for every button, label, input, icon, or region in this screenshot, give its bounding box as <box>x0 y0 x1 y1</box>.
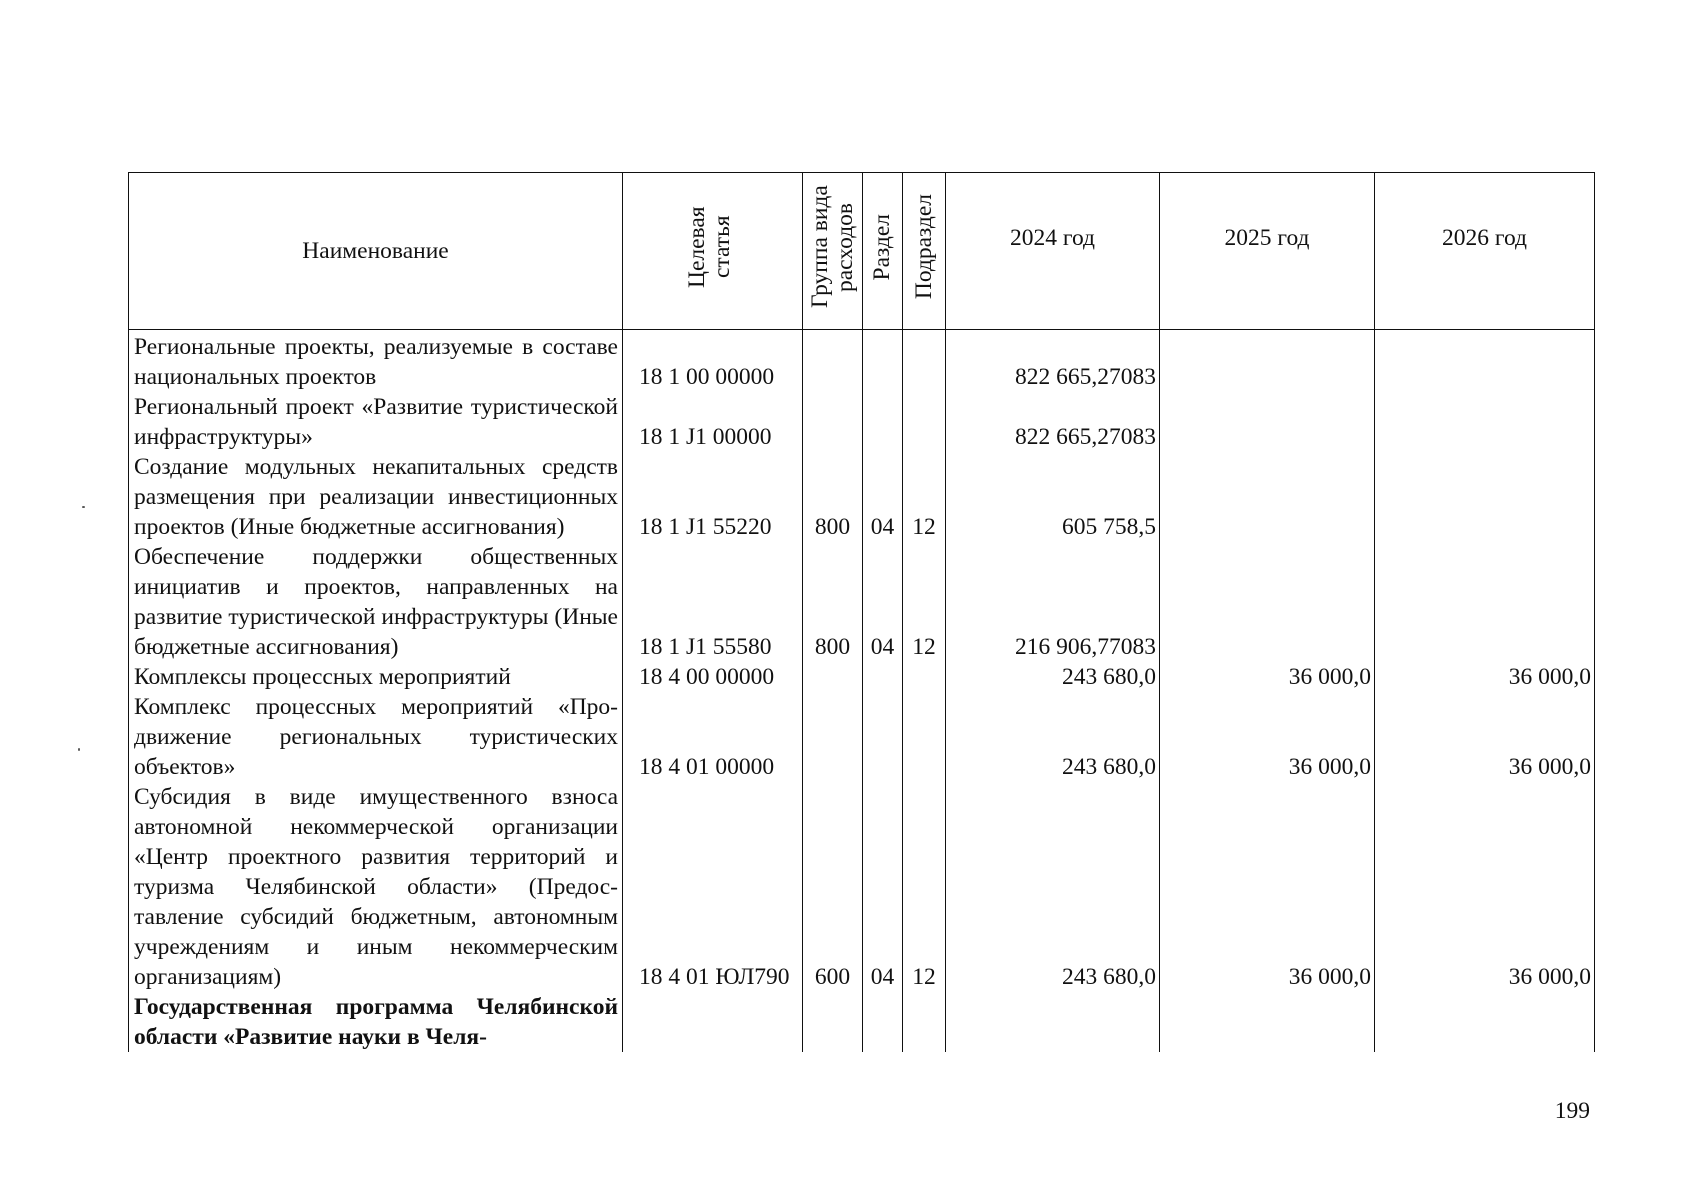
cell-target-article: 18 1 J1 00000 <box>623 392 803 452</box>
cell-expense-group <box>803 692 863 782</box>
cell-amount-2024: 243 680,0 <box>946 782 1160 992</box>
header-year-2024-text: 2024 год <box>1010 225 1095 251</box>
cell-target-article <box>623 992 803 1052</box>
table-row <box>129 330 1595 393</box>
cell-expense-group <box>803 662 863 692</box>
cell-expense-group <box>803 330 863 393</box>
cell-section <box>863 330 903 393</box>
cell-section <box>863 662 903 692</box>
cell-name: Комплекс процессных мероприятий «Продвижение региональных туристических объектов» <box>129 692 623 782</box>
table-body <box>129 330 1595 1053</box>
header-year-2025-text: 2025 год <box>1224 225 1310 251</box>
header-target-article <box>623 173 803 330</box>
cell-amount-2026 <box>1375 452 1595 542</box>
cell-amount-2024: 822 665,27083 <box>946 330 1160 393</box>
scan-speck <box>78 748 80 751</box>
header-target-article-text: Целевая статья <box>683 206 735 288</box>
cell-amount-2024 <box>946 992 1160 1052</box>
cell-amount-2026 <box>1375 542 1595 662</box>
table-row <box>129 992 1595 1052</box>
cell-expense-group: 800 <box>803 542 863 662</box>
table-row <box>129 452 1595 542</box>
cell-section <box>863 992 903 1052</box>
cell-section: 04 <box>863 782 903 992</box>
cell-expense-group: 600 <box>803 782 863 992</box>
cell-amount-2026: 36 000,0 <box>1375 662 1595 692</box>
cell-name: Субсидия в виде имущественного взноса автономной некоммерческой организации «Центр проектного развития территорий и туризма Челябинской области» (Предоставление субсидий бюджетным, автономным учреждениям и иным некоммерческим организациям) <box>129 782 623 992</box>
table-row <box>129 392 1595 452</box>
cell-amount-2024: 216 906,77083 <box>946 542 1160 662</box>
cell-target-article: 18 4 01 ЮЛ790 <box>623 782 803 992</box>
cell-subsection <box>903 330 946 393</box>
cell-amount-2024: 243 680,0 <box>946 662 1160 692</box>
cell-expense-group <box>803 392 863 452</box>
cell-section: 04 <box>863 542 903 662</box>
scan-speck <box>82 506 85 508</box>
cell-section <box>863 392 903 452</box>
header-subsection <box>903 173 946 330</box>
header-year-2025 <box>1160 173 1375 330</box>
cell-target-article: 18 1 J1 55580 <box>623 542 803 662</box>
cell-amount-2025 <box>1160 992 1375 1052</box>
cell-amount-2025 <box>1160 542 1375 662</box>
header-expense-group <box>803 173 863 330</box>
table-row <box>129 542 1595 662</box>
cell-amount-2025 <box>1160 452 1375 542</box>
cell-name: Комплексы процессных мероприятий <box>129 662 623 692</box>
cell-name: Создание модульных некапитальных средств размещения при реализации инвестиционных проектов (Иные бюджетные ассигнования) <box>129 452 623 542</box>
table-header-row <box>129 173 1595 330</box>
cell-amount-2024: 822 665,27083 <box>946 392 1160 452</box>
cell-amount-2026: 36 000,0 <box>1375 692 1595 782</box>
table-row <box>129 692 1595 782</box>
cell-subsection: 12 <box>903 542 946 662</box>
header-subsection-text: Подраздел <box>910 194 937 300</box>
header-year-2026-text: 2026 год <box>1442 225 1527 251</box>
cell-section <box>863 692 903 782</box>
cell-amount-2024: 243 680,0 <box>946 692 1160 782</box>
cell-target-article: 18 4 00 00000 <box>623 662 803 692</box>
cell-subsection <box>903 992 946 1052</box>
header-year-2024 <box>946 173 1160 330</box>
cell-amount-2026 <box>1375 330 1595 393</box>
header-year-2026 <box>1375 173 1595 330</box>
cell-amount-2026 <box>1375 392 1595 452</box>
table-row <box>129 782 1595 992</box>
cell-name: Региональные проекты, реализуемые в составе национальных проектов <box>129 330 623 393</box>
cell-amount-2025: 36 000,0 <box>1160 692 1375 782</box>
cell-subsection: 12 <box>903 452 946 542</box>
header-expense-group-text: Группа вида расходов <box>806 185 858 309</box>
cell-subsection <box>903 692 946 782</box>
cell-target-article: 18 1 J1 55220 <box>623 452 803 542</box>
cell-amount-2026: 36 000,0 <box>1375 782 1595 992</box>
budget-table <box>128 172 1595 1052</box>
table-row <box>129 662 1595 692</box>
cell-expense-group <box>803 992 863 1052</box>
cell-name: Государственная программа Челябинской области «Развитие науки в Челя- <box>129 992 623 1052</box>
cell-expense-group: 800 <box>803 452 863 542</box>
cell-subsection: 12 <box>903 782 946 992</box>
cell-name: Обеспечение поддержки общественных инициатив и проектов, направленных на развитие туристической инфраструктуры (Иные бюджетные ассигнования) <box>129 542 623 662</box>
cell-amount-2025 <box>1160 330 1375 393</box>
header-name: Наименование <box>129 173 623 330</box>
cell-amount-2025: 36 000,0 <box>1160 782 1375 992</box>
cell-subsection <box>903 392 946 452</box>
cell-target-article: 18 4 01 00000 <box>623 692 803 782</box>
cell-amount-2025 <box>1160 392 1375 452</box>
cell-amount-2024: 605 758,5 <box>946 452 1160 542</box>
header-section <box>863 173 903 330</box>
cell-section: 04 <box>863 452 903 542</box>
cell-name: Региональный проект «Развитие туристической инфраструктуры» <box>129 392 623 452</box>
cell-amount-2025: 36 000,0 <box>1160 662 1375 692</box>
cell-target-article: 18 1 00 00000 <box>623 330 803 393</box>
cell-subsection <box>903 662 946 692</box>
header-section-text: Раздел <box>869 213 895 281</box>
page-number: 199 <box>1554 1098 1590 1124</box>
cell-amount-2026 <box>1375 992 1595 1052</box>
